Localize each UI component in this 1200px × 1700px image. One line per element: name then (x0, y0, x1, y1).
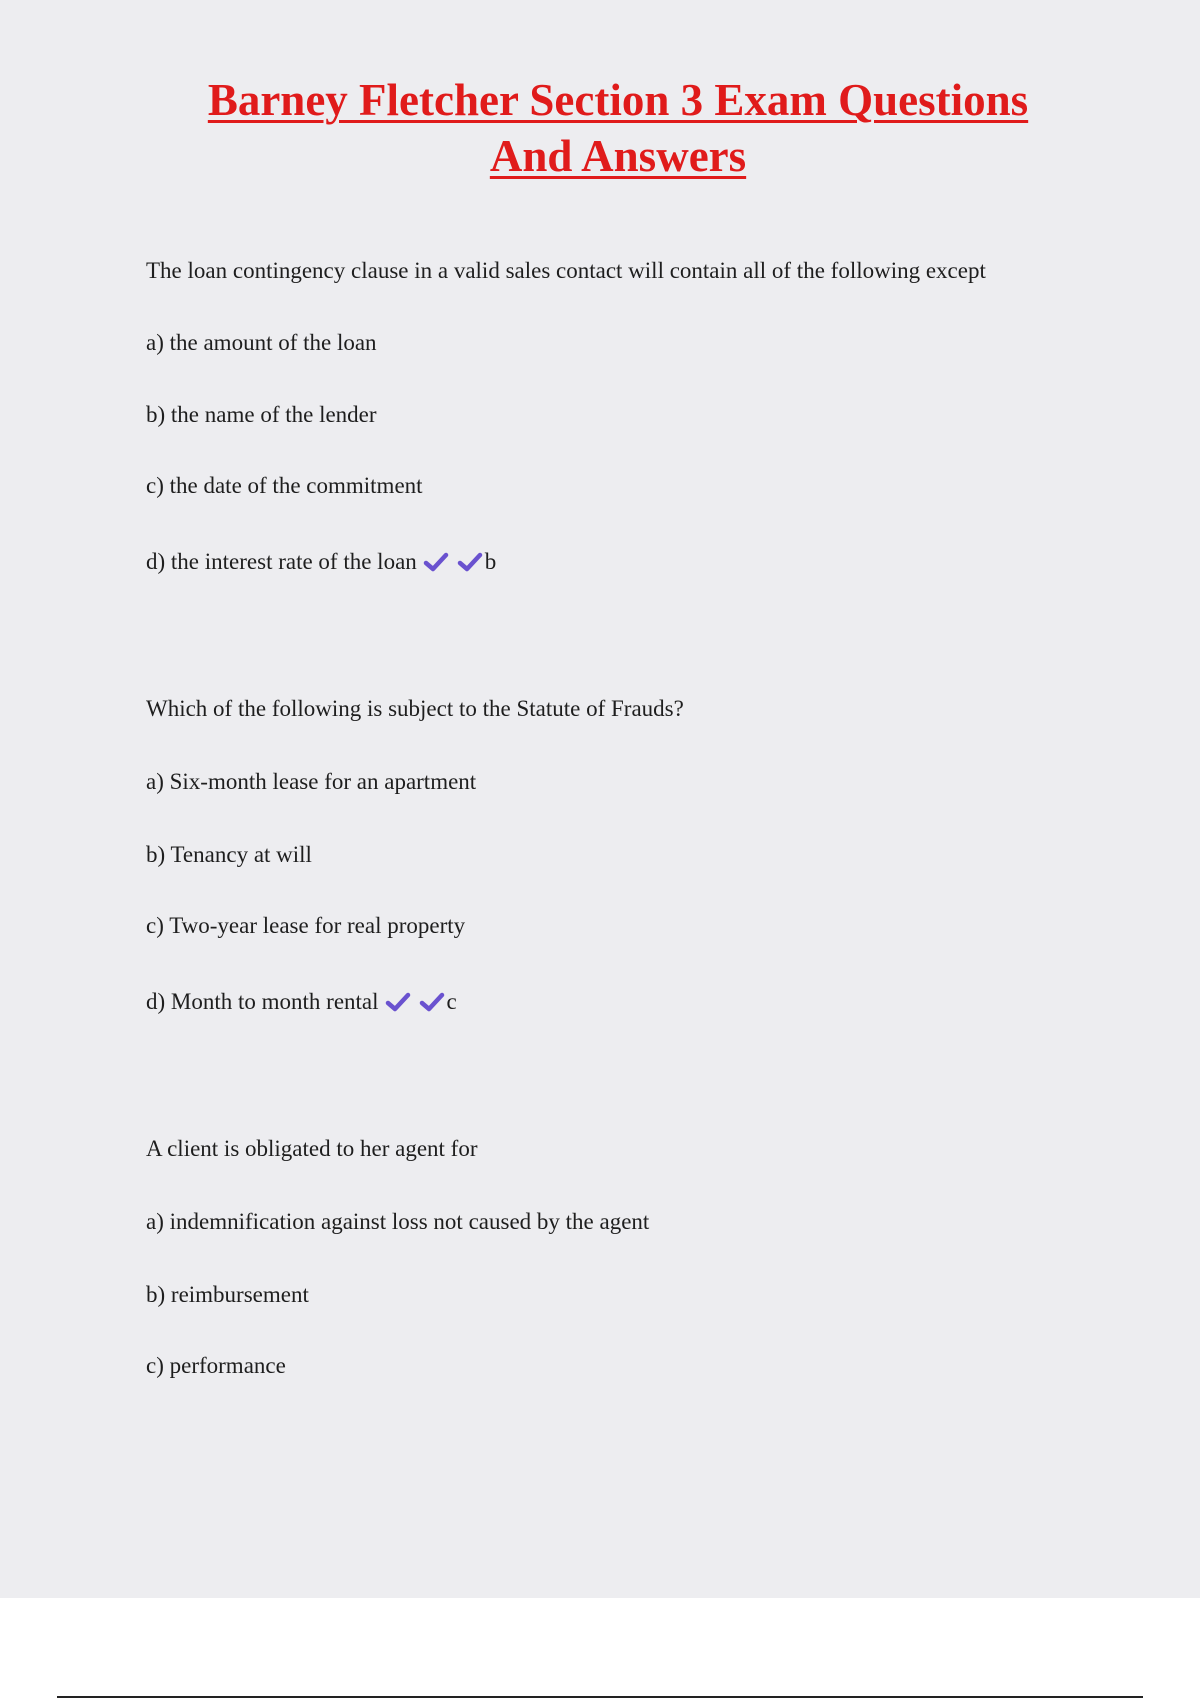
question-2-option-b: b) Tenancy at will (146, 842, 312, 867)
question-1-text: The loan contingency clause in a valid sales contact will contain all of the following except (146, 258, 986, 283)
question-2-option-d-row (146, 988, 457, 1016)
question-3-option-c: c) performance (146, 1353, 286, 1378)
check-icon (423, 551, 449, 573)
document-title (120, 72, 1116, 184)
question-2-option-d: d) Month to month rental (146, 989, 379, 1014)
check-icon (457, 551, 483, 573)
question-1-option-a: a) the amount of the loan (146, 330, 377, 355)
title-line-1: Barney Fletcher Section 3 Exam Questions (207, 75, 1029, 125)
question-1-option-b: b) the name of the lender (146, 402, 377, 427)
question-2-text: Which of the following is subject to the Statute of Frauds? (146, 696, 684, 721)
question-1-option-d-row (146, 548, 496, 576)
check-icon (419, 991, 445, 1013)
question-2-answer: c (446, 989, 457, 1014)
check-icon (385, 991, 411, 1013)
question-3-text: A client is obligated to her agent for (146, 1136, 478, 1161)
question-1-option-c: c) the date of the commitment (146, 473, 423, 498)
question-3-option-a: a) indemnification against loss not caused by the agent (146, 1209, 650, 1234)
question-2-option-c: c) Two-year lease for real property (146, 913, 466, 938)
question-1-option-d: d) the interest rate of the loan (146, 549, 417, 574)
question-1-answer: b (484, 549, 497, 574)
question-3-option-b: b) reimbursement (146, 1282, 309, 1307)
footer-divider (57, 1696, 1143, 1698)
title-line-2: And Answers (489, 131, 747, 181)
question-2-option-a: a) Six-month lease for an apartment (146, 769, 477, 794)
